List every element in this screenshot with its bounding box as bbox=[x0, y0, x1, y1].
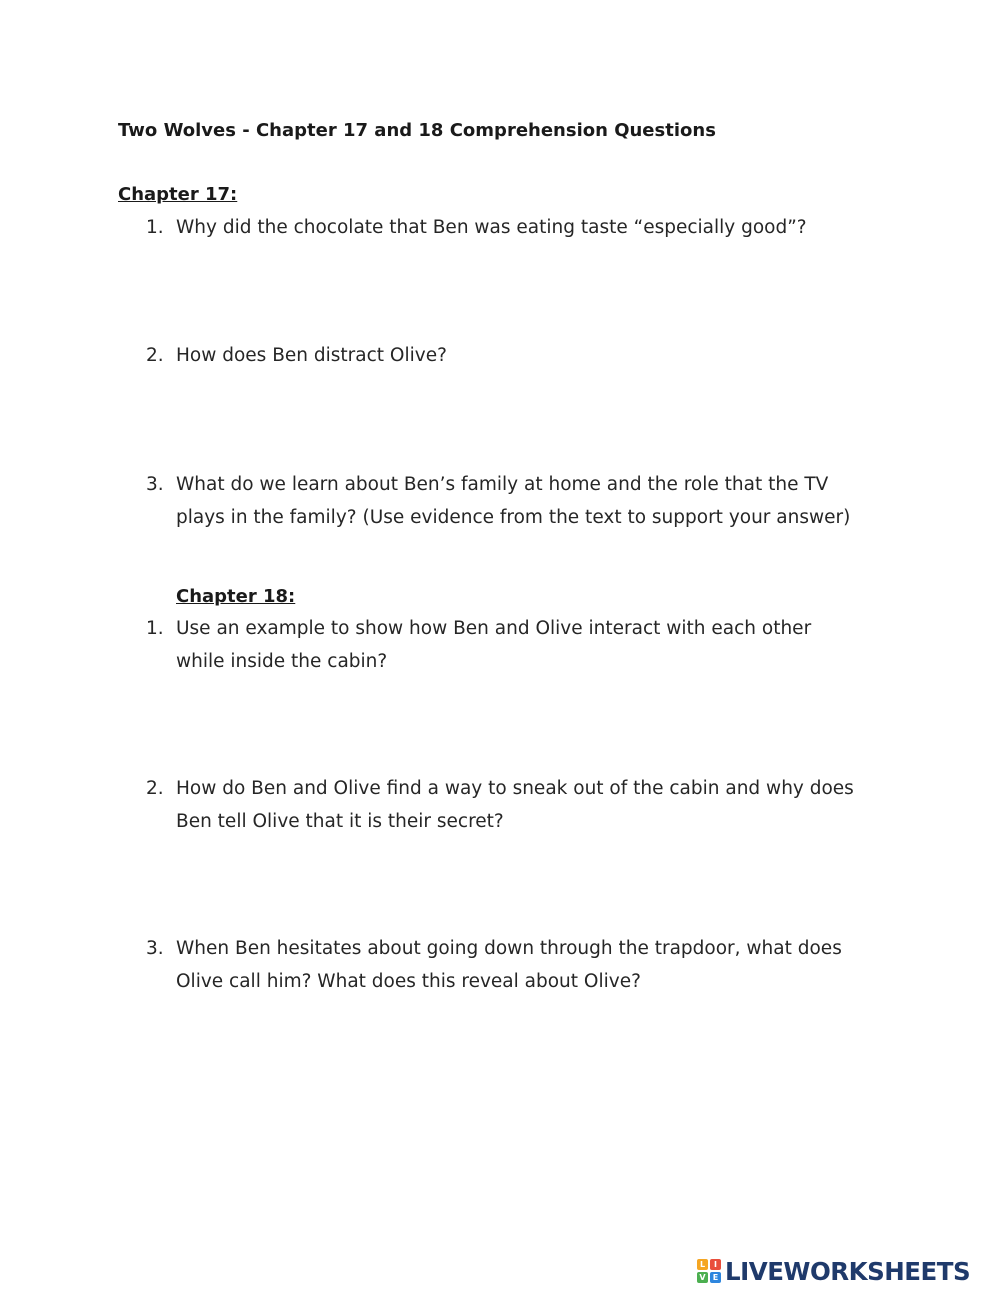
logo-wordmark: LIVEWORKSHEETS bbox=[725, 1256, 971, 1286]
logo-block: E bbox=[710, 1272, 721, 1283]
question-text-line: Why did the chocolate that Ben was eating taste “especially good”? bbox=[176, 217, 807, 238]
question-text-line: What do we learn about Ben’s family at home and the role that the TV bbox=[176, 474, 829, 495]
chapter-17-question-3 bbox=[146, 469, 906, 534]
question-text-line: plays in the family? (Use evidence from the text to support your answer) bbox=[176, 506, 851, 528]
question-text-line: Use an example to show how Ben and Olive interact with each other bbox=[176, 618, 812, 639]
logo-block: I bbox=[710, 1259, 721, 1270]
question-text-line: Ben tell Olive that it is their secret? bbox=[176, 810, 504, 832]
chapter-17-question-2 bbox=[146, 340, 906, 373]
logo-block: V bbox=[697, 1272, 708, 1283]
chapter-18-heading: Chapter 18: bbox=[176, 586, 296, 607]
liveworksheets-logo bbox=[697, 1256, 970, 1286]
chapter-17-question-1 bbox=[146, 212, 906, 245]
document-title: Two Wolves - Chapter 17 and 18 Comprehension Questions bbox=[118, 120, 716, 141]
chapter-18-question-2 bbox=[146, 773, 906, 838]
question-text-line: How does Ben distract Olive? bbox=[176, 345, 447, 366]
question-text-line: Olive call him? What does this reveal about Olive? bbox=[176, 970, 641, 992]
question-number: 2. bbox=[146, 778, 164, 799]
logo-blocks-icon bbox=[697, 1259, 721, 1283]
question-number: 3. bbox=[146, 938, 164, 959]
chapter-18-question-1 bbox=[146, 613, 906, 678]
question-number: 1. bbox=[146, 618, 164, 639]
question-number: 1. bbox=[146, 217, 164, 238]
question-number: 3. bbox=[146, 474, 164, 495]
logo-block: L bbox=[697, 1259, 708, 1270]
question-text-line: How do Ben and Olive find a way to sneak out of the cabin and why does bbox=[176, 778, 854, 799]
question-text-line: When Ben hesitates about going down through the trapdoor, what does bbox=[176, 938, 842, 959]
chapter-17-heading: Chapter 17: bbox=[118, 184, 238, 205]
question-text-line: while inside the cabin? bbox=[176, 650, 388, 672]
question-number: 2. bbox=[146, 345, 164, 366]
chapter-18-question-3 bbox=[146, 933, 906, 998]
